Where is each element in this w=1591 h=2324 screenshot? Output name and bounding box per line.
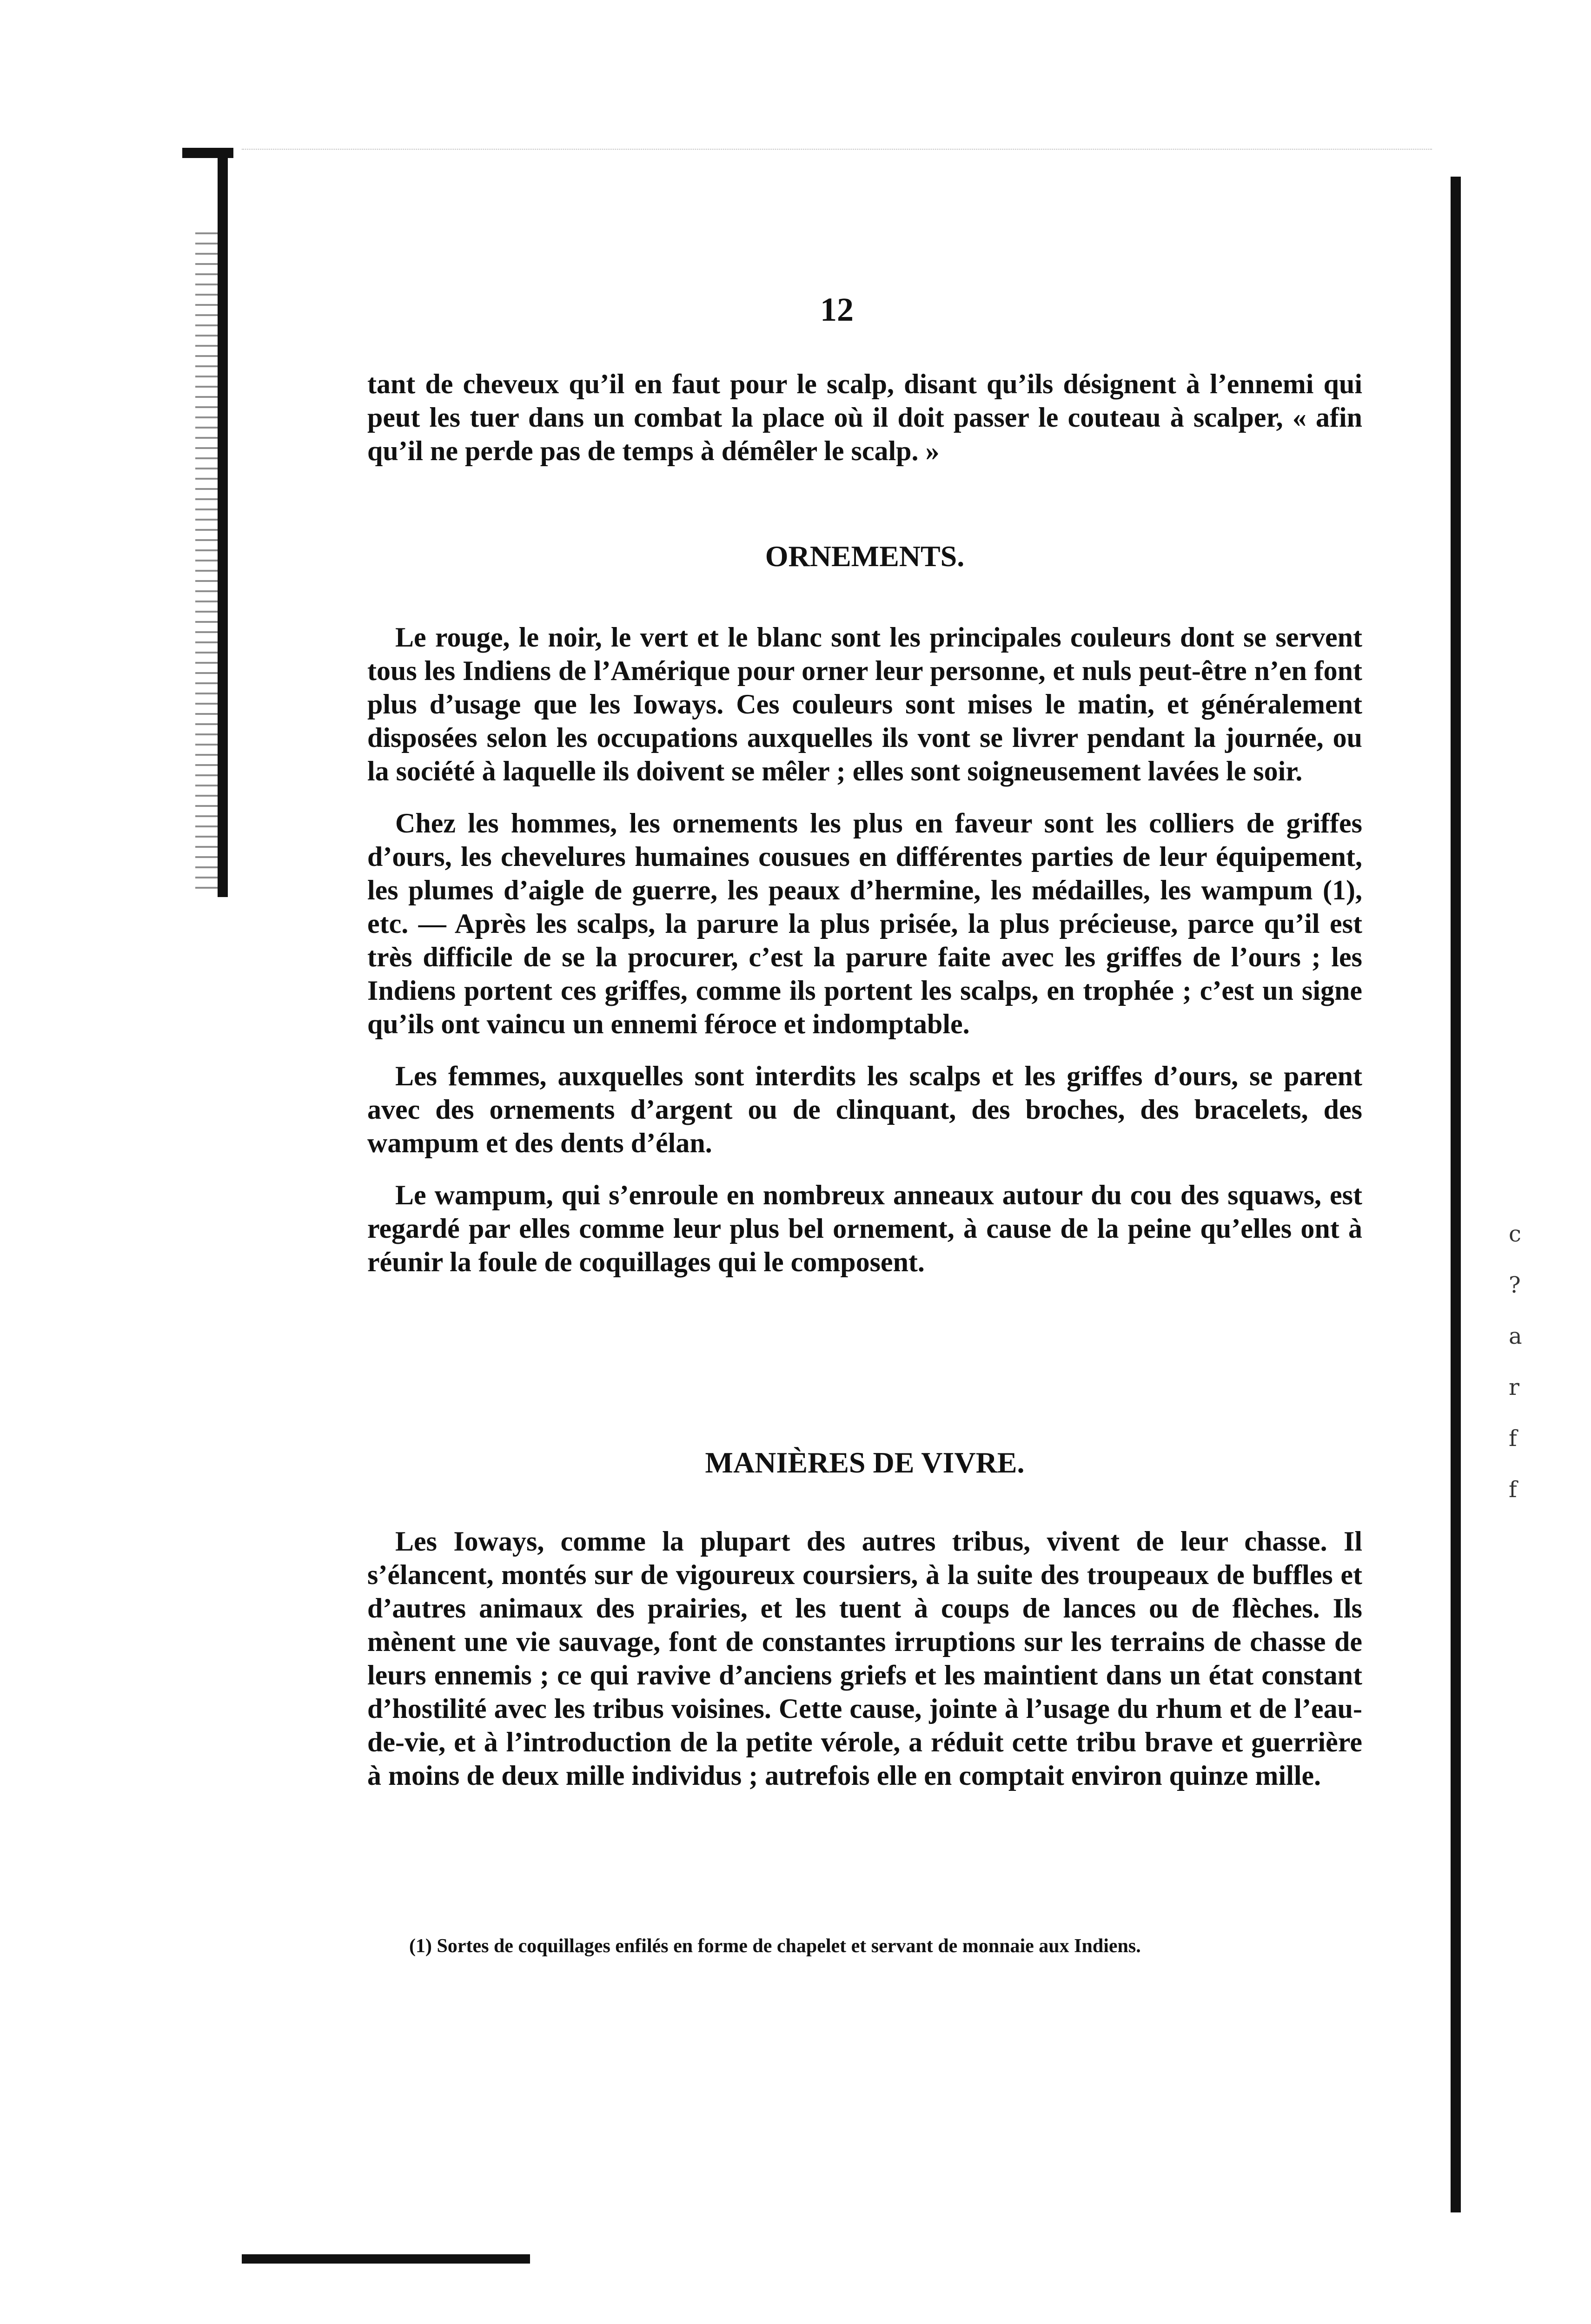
manieres-body	[367, 1525, 1362, 1792]
intro-paragraph-block	[367, 367, 1362, 468]
scan-edge-bottom	[242, 2254, 530, 2264]
intro-paragraph: tant de cheveux qu’il en faut pour le scalp, disant qu’ils désignent à l’ennemi qui peut les tuer dans un combat la place où il doit passer le couteau à scalper, « afin qu’il ne perde pas de temps à démêler le scalp. »	[367, 369, 1362, 466]
page-number: 12	[820, 291, 854, 328]
ornements-body	[367, 621, 1362, 1279]
top-margin-rule	[242, 149, 1432, 150]
paragraph: Les femmes, auxquelles sont interdits les scalps et les griffes d’ours, se parent avec des ornements d’argent ou de clinquant, des broches, des bracelets, des wampum et des dents d’élan.	[367, 1061, 1362, 1158]
footnote: (1) Sortes de coquillages enfilés en forme de chapelet et servant de monnaie aux Indiens.	[409, 1935, 1141, 1957]
paragraph: Le wampum, qui s’enroule en nombreux anneaux autour du cou des squaws, est regardé par elles comme leur plus bel ornement, à cause de la peine qu’elles ont à réunir la foule de coquillages qui le composent.	[367, 1180, 1362, 1277]
paragraph: Chez les hommes, les ornements les plus en faveur sont les colliers de griffes d’ours, les chevelures humaines cousues en différentes parties de leur équipement, les plumes d’aigle de guerre, les peaux d’hermine, les médailles, les wampum (1), etc. — Après les scalps, la parure la plus prisée, la plus précieuse, parce qu’il est très difficile de se la procurer, c’est la parure faite avec les griffes de l’ours ; les Indiens portent ces griffes, comme ils portent les scalps, en trophée ; c’est un signe qu’ils ont vaincu un ennemi féroce et indomptable.	[367, 808, 1362, 1039]
heading-manieres-de-vivre: MANIÈRES DE VIVRE.	[705, 1446, 1025, 1479]
scan-noise-left	[195, 232, 218, 892]
paragraph: Les Ioways, comme la plupart des autres tribus, vivent de leur chasse. Il s’élancent, montés sur de vigoureux coursiers, à la suite des troupeaux de buffles et d’autres animaux des prairies, et les tuent à coups de lances ou de flèches. Ils mènent une vie sauvage, font de constantes irruptions sur les terrains de chasse de leurs ennemis ; ce qui ravive d’anciens griefs et les maintient dans un état constant d’hostilité avec les tribus voisines. Cette cause, jointe à l’usage du rhum et de l’eau-de-vie, et à l’introduction de la petite vérole, a réduit cette tribu brave et guerrière à moins de deux mille individus ; autrefois elle en comptait environ quinze mille.	[367, 1526, 1362, 1791]
binding-edge-right	[1451, 177, 1461, 2212]
paragraph: Le rouge, le noir, le vert et le blanc sont les principales couleurs dont se servent tous les Indiens de l’Amérique pour orner leur personne, et nuls peut-être n’en font plus d’usage que les Ioways. Ces couleurs sont mises le matin, et généralement disposées selon les occupations auxquelles ils vont se livrer pendant la journée, ou la société à laquelle ils doivent se mêler ; elles sont soigneusement lavées le soir.	[367, 622, 1362, 786]
bleed-through-marks: c ? a r f f	[1509, 1221, 1522, 1503]
binding-edge-left	[218, 148, 228, 897]
heading-ornements: ORNEMENTS.	[765, 540, 965, 573]
